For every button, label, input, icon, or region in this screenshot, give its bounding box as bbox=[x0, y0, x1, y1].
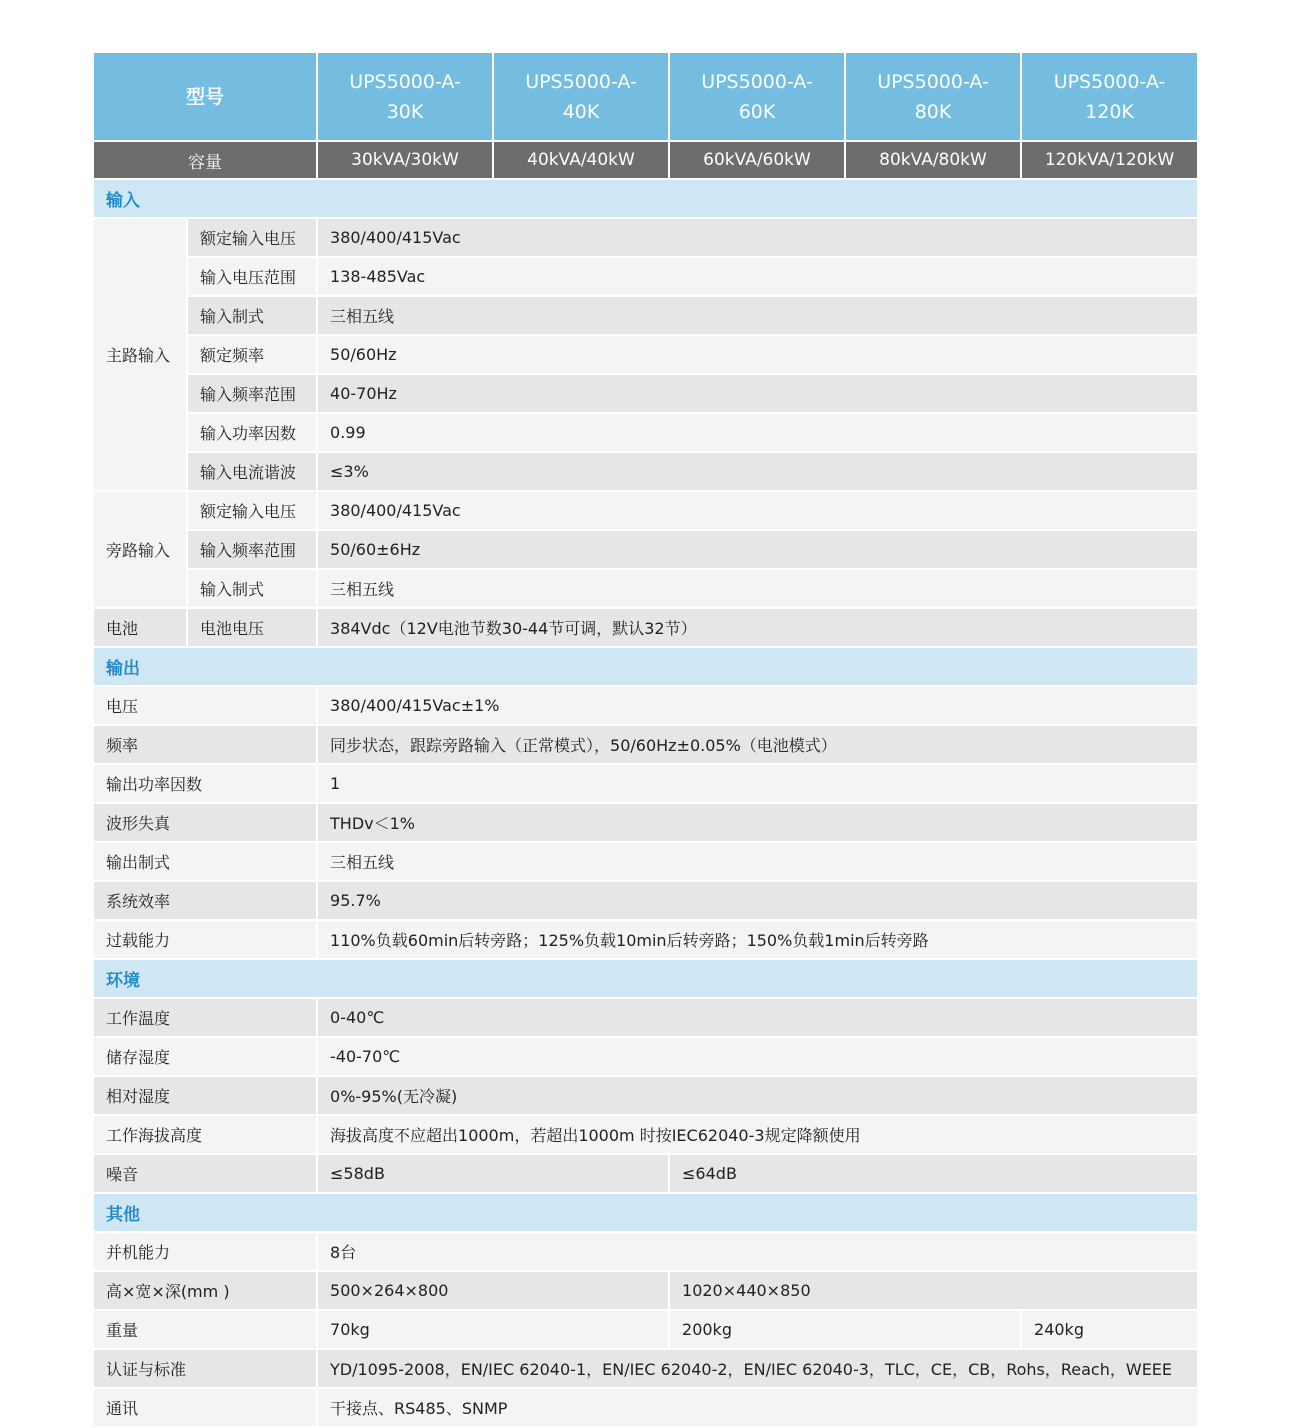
row-label: 通讯 bbox=[93, 1388, 317, 1427]
row-value: 三相五线 bbox=[317, 842, 1198, 881]
row-label: 重量 bbox=[93, 1310, 317, 1349]
row-value: 三相五线 bbox=[317, 569, 1198, 608]
table-row bbox=[93, 296, 1198, 335]
table-row bbox=[93, 1154, 1198, 1193]
group-bypass-input: 旁路输入 bbox=[93, 491, 187, 608]
table-row bbox=[93, 764, 1198, 803]
table-row bbox=[93, 1037, 1198, 1076]
row-label: 输入频率范围 bbox=[187, 374, 317, 413]
capacity-row bbox=[93, 141, 1198, 179]
section-output bbox=[93, 647, 1198, 686]
section-title: 输出 bbox=[93, 647, 1198, 686]
table-row bbox=[93, 1310, 1198, 1349]
row-value: 500×264×800 bbox=[317, 1271, 669, 1310]
row-label: 电压 bbox=[93, 686, 317, 725]
row-label: 储存湿度 bbox=[93, 1037, 317, 1076]
capacity-120k: 120kVA/120kW bbox=[1021, 141, 1198, 179]
row-value: 0-40℃ bbox=[317, 998, 1198, 1037]
table-row bbox=[93, 608, 1198, 647]
table-row bbox=[93, 686, 1198, 725]
row-label: 工作温度 bbox=[93, 998, 317, 1037]
row-value: 0.99 bbox=[317, 413, 1198, 452]
table-row bbox=[93, 920, 1198, 959]
model-col-120k: UPS5000-A- 120K bbox=[1021, 52, 1198, 141]
row-label: 系统效率 bbox=[93, 881, 317, 920]
section-title: 环境 bbox=[93, 959, 1198, 998]
table-row bbox=[93, 335, 1198, 374]
capacity-60k: 60kVA/60kW bbox=[669, 141, 845, 179]
row-value: 70kg bbox=[317, 1310, 669, 1349]
row-label: 工作海拔高度 bbox=[93, 1115, 317, 1154]
table-row bbox=[93, 530, 1198, 569]
row-label: 输出制式 bbox=[93, 842, 317, 881]
row-value: 1 bbox=[317, 764, 1198, 803]
model-header-row bbox=[93, 52, 1198, 141]
row-label: 输入电流谐波 bbox=[187, 452, 317, 491]
row-value: 110%负载60min后转旁路；125%负载10min后转旁路；150%负载1min后转旁路 bbox=[317, 920, 1198, 959]
row-value: ≤58dB bbox=[317, 1154, 669, 1193]
row-value: 干接点、RS485、SNMP bbox=[317, 1388, 1198, 1427]
table-row bbox=[93, 842, 1198, 881]
row-value: -40-70℃ bbox=[317, 1037, 1198, 1076]
section-title: 输入 bbox=[93, 179, 1198, 218]
row-value: 50/60±6Hz bbox=[317, 530, 1198, 569]
section-environment bbox=[93, 959, 1198, 998]
model-col-30k: UPS5000-A- 30K bbox=[317, 52, 493, 141]
row-value: 240kg bbox=[1021, 1310, 1198, 1349]
row-label: 输出功率因数 bbox=[93, 764, 317, 803]
row-label: 额定输入电压 bbox=[187, 218, 317, 257]
table-row bbox=[93, 491, 1198, 530]
table-row bbox=[93, 569, 1198, 608]
row-value: THDv＜1% bbox=[317, 803, 1198, 842]
table-row bbox=[93, 998, 1198, 1037]
table-row bbox=[93, 452, 1198, 491]
capacity-80k: 80kVA/80kW bbox=[845, 141, 1021, 179]
section-input bbox=[93, 179, 1198, 218]
row-label: 输入制式 bbox=[187, 296, 317, 335]
capacity-label: 容量 bbox=[93, 141, 317, 179]
model-label: 型号 bbox=[93, 52, 317, 141]
row-value: YD/1095-2008，EN/IEC 62040-1，EN/IEC 62040-2，EN/IEC 62040-3，TLC，CE，CB，Rohs，Reach，WEEE bbox=[317, 1349, 1198, 1388]
row-value: ≤3% bbox=[317, 452, 1198, 491]
row-label: 并机能力 bbox=[93, 1232, 317, 1271]
section-other bbox=[93, 1193, 1198, 1232]
row-value: 380/400/415Vac bbox=[317, 491, 1198, 530]
row-value: 138-485Vac bbox=[317, 257, 1198, 296]
table-row bbox=[93, 257, 1198, 296]
table-row bbox=[93, 1115, 1198, 1154]
row-label: 噪音 bbox=[93, 1154, 317, 1193]
row-label: 波形失真 bbox=[93, 803, 317, 842]
row-value: 三相五线 bbox=[317, 296, 1198, 335]
model-col-40k: UPS5000-A- 40K bbox=[493, 52, 669, 141]
row-value: 50/60Hz bbox=[317, 335, 1198, 374]
table-row bbox=[93, 881, 1198, 920]
table-row bbox=[93, 1271, 1198, 1310]
row-label: 输入频率范围 bbox=[187, 530, 317, 569]
spec-table bbox=[92, 51, 1199, 1428]
row-label: 额定输入电压 bbox=[187, 491, 317, 530]
capacity-40k: 40kVA/40kW bbox=[493, 141, 669, 179]
table-row bbox=[93, 218, 1198, 257]
row-label: 输入功率因数 bbox=[187, 413, 317, 452]
row-label: 频率 bbox=[93, 725, 317, 764]
row-label: 输入制式 bbox=[187, 569, 317, 608]
row-label: 额定频率 bbox=[187, 335, 317, 374]
row-value: 海拔高度不应超出1000m，若超出1000m 时按IEC62040-3规定降额使用 bbox=[317, 1115, 1198, 1154]
row-value: 8台 bbox=[317, 1232, 1198, 1271]
row-label: 高×宽×深(mm ) bbox=[93, 1271, 317, 1310]
row-value: 380/400/415Vac bbox=[317, 218, 1198, 257]
row-label: 输入电压范围 bbox=[187, 257, 317, 296]
row-label: 过载能力 bbox=[93, 920, 317, 959]
row-label: 电池电压 bbox=[187, 608, 317, 647]
section-title: 其他 bbox=[93, 1193, 1198, 1232]
row-value: 1020×440×850 bbox=[669, 1271, 1198, 1310]
row-value: 0%-95%(无冷凝) bbox=[317, 1076, 1198, 1115]
model-col-80k: UPS5000-A- 80K bbox=[845, 52, 1021, 141]
table-row bbox=[93, 803, 1198, 842]
group-main-input: 主路输入 bbox=[93, 218, 187, 491]
row-label: 认证与标准 bbox=[93, 1349, 317, 1388]
row-value: ≤64dB bbox=[669, 1154, 1198, 1193]
model-col-60k: UPS5000-A- 60K bbox=[669, 52, 845, 141]
table-row bbox=[93, 413, 1198, 452]
table-row bbox=[93, 725, 1198, 764]
row-value: 95.7% bbox=[317, 881, 1198, 920]
row-value: 同步状态，跟踪旁路输入（正常模式），50/60Hz±0.05%（电池模式） bbox=[317, 725, 1198, 764]
row-value: 40-70Hz bbox=[317, 374, 1198, 413]
table-row bbox=[93, 1232, 1198, 1271]
capacity-30k: 30kVA/30kW bbox=[317, 141, 493, 179]
table-row bbox=[93, 374, 1198, 413]
row-value: 200kg bbox=[669, 1310, 1021, 1349]
table-row bbox=[93, 1076, 1198, 1115]
table-row bbox=[93, 1349, 1198, 1388]
row-label: 相对湿度 bbox=[93, 1076, 317, 1115]
row-value: 384Vdc（12V电池节数30-44节可调，默认32节） bbox=[317, 608, 1198, 647]
row-value: 380/400/415Vac±1% bbox=[317, 686, 1198, 725]
group-battery: 电池 bbox=[93, 608, 187, 647]
